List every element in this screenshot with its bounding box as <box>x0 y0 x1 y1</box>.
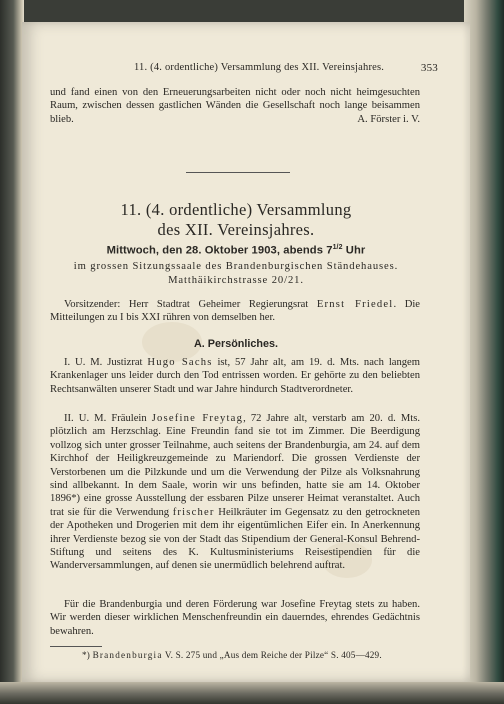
footnote-rule <box>50 646 102 647</box>
footnote-journal: Brandenburgia <box>92 650 163 660</box>
item1-name: Hugo Sachs <box>147 357 213 368</box>
item1-lead: I. U. M. Justizrat <box>64 357 148 368</box>
item-2-paragraph <box>50 412 420 573</box>
signature: A. Förster i. V. <box>357 113 420 125</box>
meeting-date <box>50 244 422 257</box>
item-1-paragraph <box>50 356 420 396</box>
page-number: 353 <box>420 62 438 74</box>
meeting-title-line2: des XII. Vereinsjahres. <box>157 220 315 239</box>
book-binding <box>0 0 24 704</box>
place-line2: Matthäikirchstrasse 20/21. <box>168 275 304 286</box>
item2-name: Josefine Freytag <box>151 413 244 424</box>
item2-rest2: Heilkräuter im Gegensatz zu den getrockneten der Apotheken und Drogerien mit dem ihr eigentümlichen Eifer ein. In Anerkennung ihrer Verdienste bezog sie von der Stadt das Stipendium der General-Konsul Behrend-Stiftung und seitens des K. Kultusministeriums Reisestipendien für die Wanderversammlungen, auf denen sie unermüdlich belehrend auftrat. <box>50 506 420 572</box>
book-page <box>22 22 470 682</box>
item1-rest: ist, 57 Jahr alt, am 19. d. Mts. nach langem Krankenlager uns leider durch den Tod entrissen worden. Er gehörte zu den beliebten Rechtsanwälten unserer Stadt und war Jahre hindurch Stadtverordneter. <box>50 357 421 395</box>
section-heading: A. Persönliches. <box>193 338 278 350</box>
place-line1: im grossen Sitzungssaale des Brandenburgischen Ständehauses. <box>73 261 399 272</box>
chair-paragraph <box>50 298 420 325</box>
section-divider <box>186 172 290 173</box>
footnote-mark: *) <box>82 650 93 660</box>
date-fraction: 1/2 <box>332 244 343 251</box>
date-main: Mittwoch, den 28. Oktober 1903, abends 7 <box>106 244 333 257</box>
running-header <box>50 62 438 78</box>
footnote <box>82 650 422 660</box>
item2-emph: frischer <box>172 506 215 518</box>
book-cover-edge <box>464 0 504 704</box>
footnote-text: V. S. 275 und „Aus dem Reiche der Pilze“ S. 405—429. <box>162 650 382 660</box>
chair-lead: Vorsitzender: Herr Stadtrat Geheimer Regierungsrat <box>64 299 317 310</box>
meeting-place <box>50 260 422 288</box>
running-title: 11. (4. ordentliche) Versammlung des XII. Vereinsjahres. <box>134 62 385 73</box>
meeting-title-line1: 11. (4. ordentliche) Versammlung <box>120 200 352 219</box>
closing-paragraph: Für die Brandenburgia und deren Förderung war Josefine Freytag stets zu haben. Wir werden dieser wirklichen Menschenfreundin ein dauerndes, ehrendes Gedächtnis bewahren. <box>50 599 420 637</box>
intro-paragraph <box>50 86 420 126</box>
item2-rest1: , 72 Jahre alt, verstarb am 20. d. Mts. plötzlich am Herzschlag. Eine Freundin fand sie tot im Zimmer. Die Beerdigung vollzog sich unter grosser Teilnahme, auch seitens der Brandenburgia, am 24. auf dem Kirchhof der Heiligkreuzgemeinde zu Mariendorf. Die grossen Verdienste der Verstorbenen um die Pilzkunde und um die Verwendung der Pilze als Volksnahrung sind allbekannt. In dem Saale, worin wir uns befinden, hatte sie am 14. Oktober 1896*) eine grosse Ausstellung der essbaren Pilze unserer Heimat veranstaltet. Auch trat sie für die Verwendung <box>50 413 420 518</box>
chair-rest: . Die Mitteilungen zu I bis XXI rühren von demselben her. <box>50 299 420 324</box>
book-bottom-edge <box>0 682 504 704</box>
intro-text: und fand einen von den Erneuerungsarbeiten nicht oder noch nicht heimgesuchten Raum, zwischen dessen gastlichen Wänden die Gesellschaft noch lange beisammen blieb. <box>50 87 420 125</box>
chair-name: Ernst Friedel <box>316 299 394 310</box>
date-end: Uhr <box>342 244 366 257</box>
item2-lead: II. U. M. Fräulein <box>64 413 152 424</box>
